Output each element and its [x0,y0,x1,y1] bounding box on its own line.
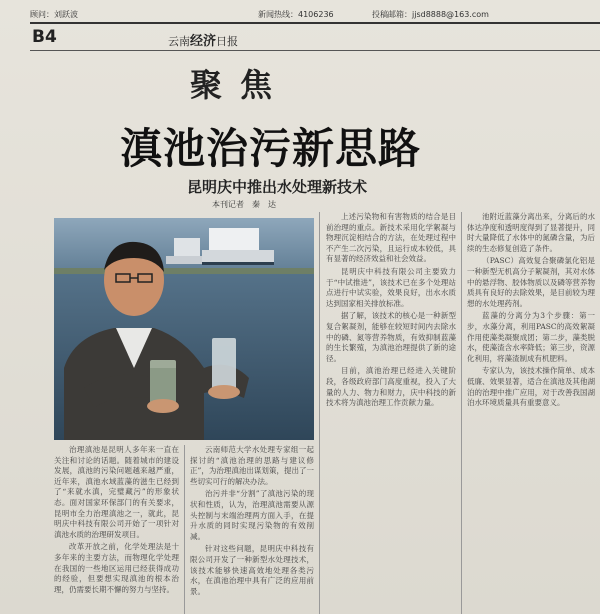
article-photo [54,218,314,440]
consultant-label: 顾问：刘跃波 [30,10,78,19]
photo-illustration [54,218,314,440]
paragraph: 上述污染物和有害物质的结合是目前治理的重点。新技术采用化学絮凝与物理沉淀相结合的方法，在处理过程中不产生二次污染，且运行成本较低，具有显著的经济效益和社会效益。 [326,212,456,264]
article-column-3 [326,212,456,614]
paragraph: 据了解，该技术的核心是一种新型复合絮凝剂，能够在较短时间内去除水中的磷、氮等营养物质，有效抑制蓝藻的生长繁殖，为滇池治理提供了新的途径。 [326,311,456,363]
page-number: B4 [32,27,57,47]
paragraph: 昆明庆中科技有限公司主要致力于“中试推进”，该技术已在多个处理站点进行中试实验，效果良好，出水水质达到国家相关排放标准。 [326,266,456,308]
paragraph: 蓝藻的分离分为3个步骤：第一步，水藻分离，利用PASC的高效絮凝作用使藻类凝聚成团；第二步，藻类脱水，使藻渣含水率降低；第三步，资源化利用，将藻渣制成有机肥料。 [467,311,595,363]
section-rule [30,50,600,51]
paragraph: 专家认为，该技术操作简单、成本低廉、效果显著，适合在滇池及其他湖泊的治理中推广应用，对于改善我国湖泊水环境质量具有重要意义。 [467,366,595,408]
paragraph: 云南师范大学水处理专家组一起探讨的“滇池治理的思路与建议修正”，为治理滇池出谋划策，提出了一些切实可行的解决办法。 [190,445,314,486]
paper-name-suffix: 日报 [216,35,239,48]
paper-name [168,30,238,49]
article-column-1 [54,445,179,614]
article-column-2 [190,445,314,614]
column-divider [461,212,462,614]
paragraph: 池附近蓝藻分离出来，分离后的水体达净度和透明度得到了显著提升，同时大量降低了水体中的氮磷含量，为后续的生态修复创造了条件。 [467,212,595,253]
paragraph: 改革开放之前，化学处理法是十多年来的主要方法，而物理化学处理在我国的一些地区运用已经获得成功的经验，但要想实现滇池的根本治理，仍需要长期不懈的努力与坚持。 [54,542,179,594]
header-rule [30,22,600,24]
article-headline: 滇池治污新思路 [120,124,422,173]
hotline-label: 新闻热线：4106236 [258,10,334,19]
paragraph: （PASC）高效复合聚磷氯化铝是一种新型无机高分子絮凝剂，其对水体中的悬浮物、胶体物质以及磷等营养物质具有良好的去除效果，是目前较为理想的水处理药剂。 [467,256,595,308]
paragraph: 目前，滇池治理已经进入关键阶段，各级政府部门高度重视，投入了大量的人力、物力和财力，庆中科技的新技术将为滇池治理工作贡献力量。 [326,366,456,408]
column-divider [184,445,185,614]
paragraph: 治理滇池是昆明人多年来一直在关注和讨论的话题。随着城市的建设发展，滇池的污染问题越来越严重，近年来，滇池水域蓝藻的滋生已经到了“来就水滇，完璧藏污”的形象状态。面对国家环保部门的有关要求，昆明市全力治理滇池之一，就此，昆明庆中科技有限公司开始了一项针对滇池水质的治理研发项目。 [54,445,179,539]
email-label: 投稿邮箱：jjsd8888@163.com [372,10,489,19]
article-column-4 [467,212,595,614]
paper-name-region: 云南 [168,35,190,48]
column-title: 聚焦 [190,66,291,104]
article-subtitle: 昆明庆中推出水处理新技术 [187,178,368,196]
article-byline: 本刊记者 秦 达 [212,200,276,209]
top-info-bar [0,0,600,22]
column-divider [319,212,320,614]
paragraph: 针对这些问题，昆明庆中科技有限公司开发了一种新型水处理技术，该技术能够快速高效地处理各类污水，在滇池治理中具有广泛的应用前景。 [190,544,314,596]
paragraph: 治污并非“分割”了滇池污染的现状和性质，认为，治理滇池需要从源头控制与末端治理两方面入手，在提升水质的同时实现污染物的有效削减。 [190,489,314,541]
paper-name-logo: 经济 [190,34,217,49]
